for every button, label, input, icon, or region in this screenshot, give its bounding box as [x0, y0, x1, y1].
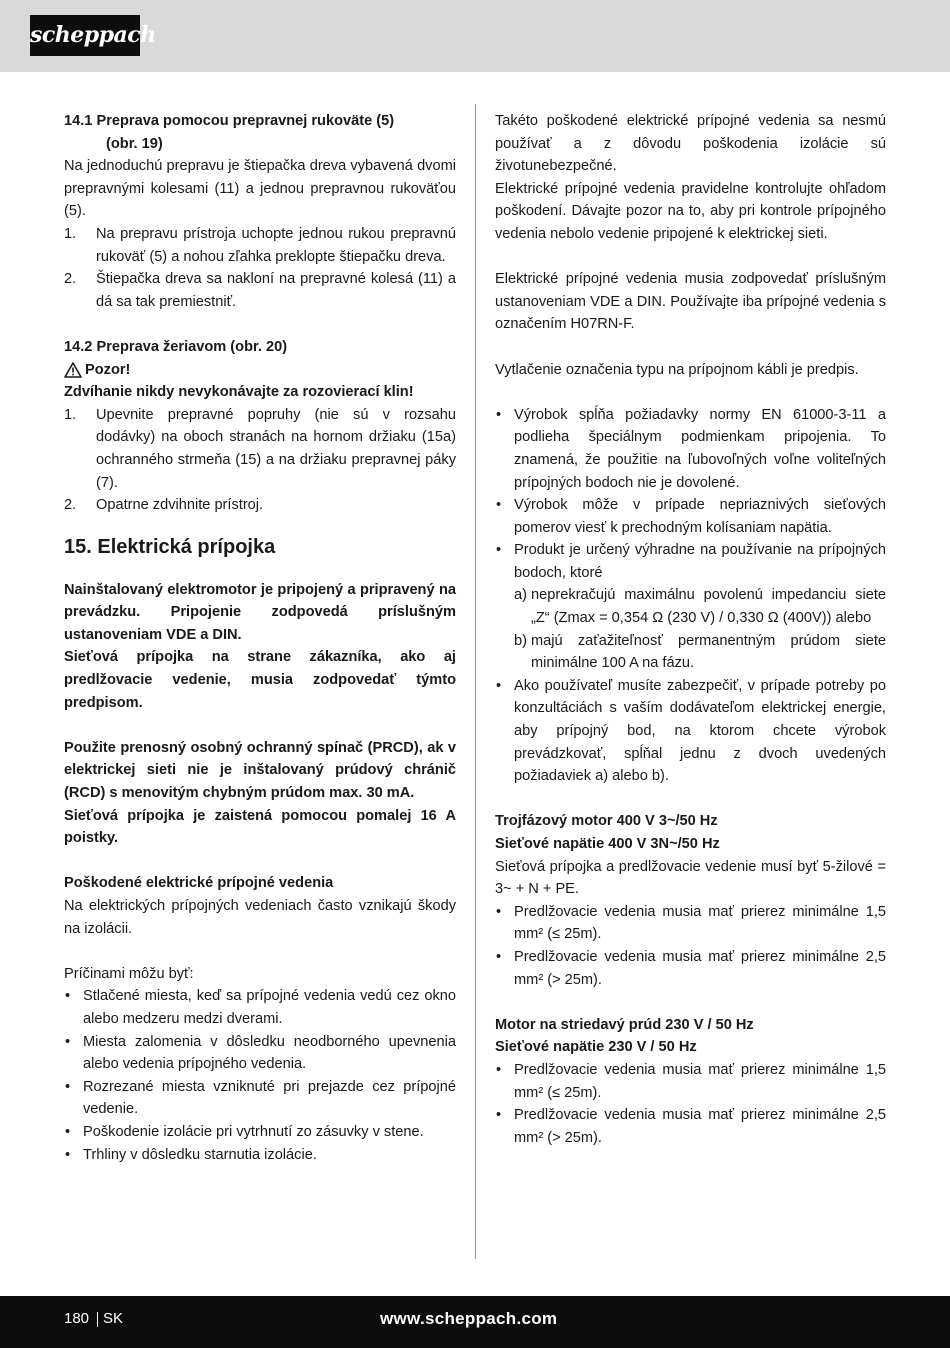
paragraph-3: Elektrické prípojné vedenia musia zodpovedať príslušným ustanoveniam VDE a DIN. Používajte iba prípojné vedenia s označením H07RN-F.: [495, 271, 886, 333]
logo-text: scheppach: [30, 22, 156, 48]
section-14-1-intro: Na jednoduchú prepravu je štiepačka dreva vybavená dvomi prepravnými kolesami (11) a jednou prepravnou rukoväťou (5).: [64, 158, 456, 220]
section-15-heading: 15. Elektrická prípojka: [64, 535, 276, 558]
bullet-text: Predlžovacie vedenia musia mať prierez minimálne 1,5 mm² (≤ 25m).: [514, 903, 886, 943]
causes-intro: Príčinami môžu byť:: [64, 965, 194, 982]
list-item: [64, 1076, 456, 1121]
section-14-2-heading: 14.2 Preprava žeriavom (obr. 20): [64, 338, 288, 355]
cause-text: Trhliny v dôsledku starnutia izolácie.: [83, 1146, 317, 1163]
bullet-text: Produkt je určený výhradne na používanie na prípojných bodoch, ktoré: [514, 542, 886, 581]
sub-list-item: [495, 630, 886, 675]
step-text: Štiepačka dreva sa nakloní na prepravné kolesá (11) a dá sa tak premiestniť.: [96, 271, 456, 310]
list-item: [495, 1059, 886, 1104]
cause-text: Rozrezané miesta vzniknuté pri prejazde cez prípojné vedenie.: [83, 1078, 456, 1118]
list-item: [64, 1144, 456, 1167]
three-phase-heading-2: Sieťové napätie 400 V 3N~/50 Hz: [495, 836, 720, 852]
cause-text: Stlačené miesta, keď sa prípojné vedenia vedú cez okno alebo medzeru medzi dverami.: [83, 988, 456, 1027]
header-band: [0, 0, 950, 72]
right-column: [495, 110, 886, 1149]
bullet: •: [496, 497, 502, 514]
section-14-1-heading-cont: (obr. 19): [106, 135, 163, 152]
bullet-text: Predlžovacie vedenia musia mať prierez minimálne 1,5 mm² (≤ 25m).: [514, 1061, 886, 1101]
list-item: [495, 404, 886, 494]
list-item: [495, 675, 886, 788]
bullet-text: Predlžovacie vedenia musia mať prierez minimálne 2,5 mm² (> 25m).: [514, 1107, 886, 1146]
paragraph-4: Vytlačenie označenia typu na prípojnom kábli je predpis.: [495, 361, 859, 378]
scheppach-logo: [30, 15, 156, 56]
ac-motor-heading-2: Sieťové napätie 230 V / 50 Hz: [495, 1039, 697, 1056]
bullet: •: [496, 542, 502, 559]
footer-separator: [97, 1312, 98, 1327]
website-link[interactable]: www.scheppach.com: [380, 1309, 558, 1328]
paragraph-1: Takéto poškodené elektrické prípojné vedenia sa nesmú používať a z dôvodu poškodenia izolácie sú životunebezpečné.: [495, 113, 886, 175]
section-15-bold-2: Sieťová prípojka na strane zákazníka, ako aj predlžovacie vedenie, musia zodpovedať týmto predpisom.: [64, 649, 456, 711]
warning-triangle-icon: [64, 362, 82, 378]
bullet: •: [65, 1123, 71, 1140]
list-item: [495, 539, 886, 584]
bullet: •: [496, 1107, 502, 1124]
sub-item-letter: b): [514, 632, 527, 649]
bullet: •: [65, 1033, 71, 1050]
list-item: [495, 494, 886, 539]
section-14-1-heading: 14.1 Preprava pomocou prepravnej rukoväte (5): [64, 113, 395, 129]
column-divider: [475, 104, 476, 1259]
bullet: •: [496, 948, 502, 965]
bullet: •: [496, 677, 502, 694]
sub-item-letter: a): [514, 587, 527, 604]
step-text: Opatrne zdvihnite prístroj.: [96, 497, 264, 514]
bullet: •: [65, 988, 71, 1005]
cause-text: Poškodenie izolácie pri vytrhnutí zo zásuvky v stene.: [83, 1123, 424, 1140]
sub-item-text: majú zaťažiteľnosť permanentným prúdom siete minimálne 100 A na fázu.: [531, 632, 886, 672]
cause-text: Miesta zalomenia v dôsledku neodborného upevnenia alebo vedenia prípojného vedenia.: [83, 1033, 456, 1073]
bullet-text: Ako používateľ musíte zabezpečiť, v prípade potreby po konzultáciách s vaším dodávateľom elektrickej energie, aby prípojný bod, na ktorom chcete výrobok prevádzkovať, spĺňal jednu z dvoch uvedených požiadaviek a) alebo b).: [514, 677, 886, 785]
three-phase-text: Sieťová prípojka a predlžovacie vedenie musí byť 5-žilové = 3~ + N + PE.: [495, 858, 886, 898]
sub-item-text: neprekračujú maximálnu povolenú impedanciu siete „Z“ (Zmax = 0,354 Ω (230 V) / 0,330 Ω (400V)) alebo: [531, 587, 886, 627]
three-phase-heading-1: Trojfázový motor 400 V 3~/50 Hz: [495, 813, 718, 830]
bullet: •: [65, 1078, 71, 1095]
page-number: 180: [64, 1310, 90, 1327]
warning-label: Pozor!: [85, 361, 131, 378]
section-15-bold-4: Sieťová prípojka je zaistená pomocou pomalej 16 A poistky.: [64, 807, 456, 847]
list-item: [64, 404, 456, 494]
warning-line: [64, 359, 456, 382]
bullet: •: [496, 406, 502, 423]
bullet: •: [496, 903, 502, 920]
list-item: [64, 223, 456, 268]
step-number: 2.: [64, 271, 77, 288]
bullet-text: Predlžovacie vedenia musia mať prierez minimálne 2,5 mm² (> 25m).: [514, 948, 886, 988]
bullet-text: Výrobok môže v prípade nepriaznivých sieťových pomerov viesť k prechodným kolísaniam napätia.: [514, 497, 886, 536]
bullet: •: [65, 1146, 71, 1163]
paragraph-2: Elektrické prípojné vedenia pravidelne kontrolujte ohľadom poškodení. Dávajte pozor na to, aby pri kontrole prípojného vedenia nebolo vedenie pripojené k elektrickej sieti.: [495, 180, 886, 242]
bullet: •: [496, 1061, 502, 1078]
list-item: [64, 1031, 456, 1076]
list-item: [495, 1104, 886, 1149]
bullet-text: Výrobok spĺňa požiadavky normy EN 61000-3-11 a podlieha špeciálnym podmienkam pripojenia. To znamená, že použitie na ľubovoľných voľne voliteľných prípojných bodoch nie je dovolené.: [514, 406, 886, 491]
ac-motor-heading-1: Motor na striedavý prúd 230 V / 50 Hz: [495, 1016, 754, 1033]
step-number: 1.: [64, 225, 77, 242]
language-code: SK: [103, 1310, 124, 1327]
footer-bar: [0, 1296, 950, 1348]
left-column: [64, 110, 456, 1166]
damaged-text: Na elektrických prípojných vedeniach často vznikajú škody na izolácii.: [64, 898, 456, 937]
list-item: [64, 494, 456, 517]
sub-list-item: [495, 584, 886, 629]
section-15-bold-3: Použite prenosný osobný ochranný spínač (PRCD), ak v elektrickej sieti nie je inštalovaný prúdový chránič (RCD) s menovitým chybným prúdom max. 30 mA.: [64, 739, 456, 802]
step-text: Na prepravu prístroja uchopte jednou rukou prepravnú rukoväť (5) a nohou zľahka preklopte štiepačku dreva.: [96, 225, 456, 265]
list-item: [64, 1121, 456, 1144]
list-item: [495, 946, 886, 991]
list-item: [495, 901, 886, 946]
warning-text: Zdvíhanie nikdy nevykonávajte za rozovierací klin!: [64, 384, 414, 401]
damaged-heading: Poškodené elektrické prípojné vedenia: [64, 875, 334, 892]
step-number: 2.: [64, 497, 77, 514]
list-item: [64, 268, 456, 313]
step-text: Upevnite prepravné popruhy (nie sú v rozsahu dodávky) na oboch stranách na hornom držiaku (15a) ochranného strmeňa (15) a na držiaku prepravnej páky (7).: [96, 406, 456, 491]
list-item: [64, 985, 456, 1030]
step-number: 1.: [64, 406, 77, 423]
section-15-bold-1: Nainštalovaný elektromotor je pripojený a pripravený na prevádzku. Pripojenie zodpovedá príslušným ustanoveniam VDE a DIN.: [64, 581, 456, 643]
